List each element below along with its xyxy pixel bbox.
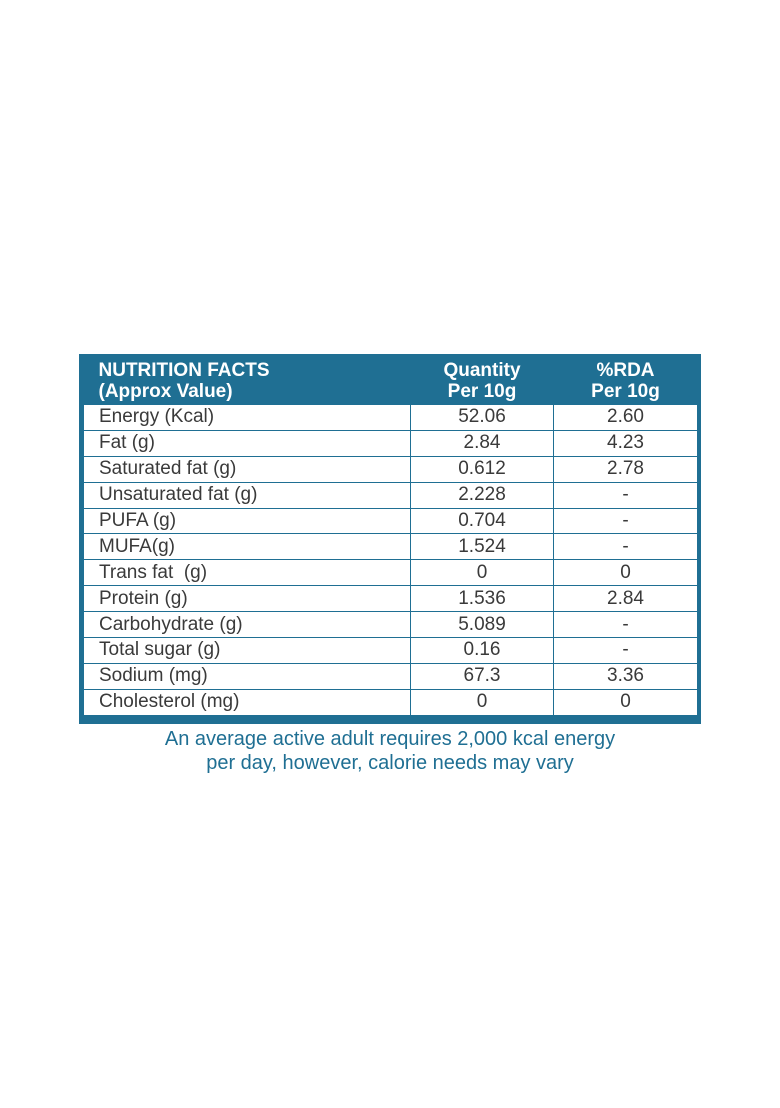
nutrient-name: Fat (g) — [84, 430, 411, 456]
quantity-value: 0.612 — [411, 456, 554, 482]
table-row — [84, 689, 698, 715]
table-row — [84, 430, 698, 456]
quantity-value: 2.228 — [411, 482, 554, 508]
rda-value: - — [554, 482, 698, 508]
table-row — [84, 508, 698, 534]
rda-value: 0 — [554, 689, 698, 715]
rda-value: - — [554, 638, 698, 664]
quantity-value: 0 — [411, 560, 554, 586]
header-rda — [554, 358, 698, 405]
nutrient-name: Total sugar (g) — [84, 638, 411, 664]
nutrition-facts-panel — [79, 354, 701, 724]
quantity-value: 0 — [411, 689, 554, 715]
table-row — [84, 456, 698, 482]
table-row — [84, 482, 698, 508]
nutrient-name: Trans fat (g) — [84, 560, 411, 586]
header-quantity — [411, 358, 554, 405]
nutrient-name: PUFA (g) — [84, 508, 411, 534]
header-rda-line1: %RDA — [596, 360, 655, 381]
header-quantity-line2: Per 10g — [447, 381, 517, 402]
header-nutrition-facts-line1: NUTRITION FACTS — [98, 360, 270, 381]
nutrient-name: Cholesterol (mg) — [84, 689, 411, 715]
quantity-value: 2.84 — [411, 430, 554, 456]
nutrient-name: Energy (Kcal) — [84, 405, 411, 431]
quantity-value: 5.089 — [411, 612, 554, 638]
quantity-value: 0.704 — [411, 508, 554, 534]
quantity-value: 0.16 — [411, 638, 554, 664]
table-row — [84, 405, 698, 431]
table-row — [84, 638, 698, 664]
quantity-value: 1.524 — [411, 534, 554, 560]
rda-value: 2.84 — [554, 586, 698, 612]
rda-value: - — [554, 612, 698, 638]
nutrition-facts-table — [83, 358, 698, 716]
nutrient-name: MUFA(g) — [84, 534, 411, 560]
quantity-value: 52.06 — [411, 405, 554, 431]
nutrient-name: Saturated fat (g) — [84, 456, 411, 482]
quantity-value: 1.536 — [411, 586, 554, 612]
nutrient-name: Unsaturated fat (g) — [84, 482, 411, 508]
rda-value: 0 — [554, 560, 698, 586]
rda-value: 2.60 — [554, 405, 698, 431]
rda-value: - — [554, 534, 698, 560]
nutrient-name: Sodium (mg) — [84, 663, 411, 689]
energy-footnote — [79, 727, 701, 775]
footnote-line1: An average active adult requires 2,000 kcal energy — [164, 728, 616, 750]
table-row — [84, 663, 698, 689]
table-row — [84, 586, 698, 612]
quantity-value: 67.3 — [411, 663, 554, 689]
table-row — [84, 534, 698, 560]
header-quantity-line1: Quantity — [443, 360, 521, 381]
rda-value: 2.78 — [554, 456, 698, 482]
nutrient-name: Protein (g) — [84, 586, 411, 612]
header-nutrition-facts — [84, 358, 411, 405]
rda-value: 4.23 — [554, 430, 698, 456]
rda-value: 3.36 — [554, 663, 698, 689]
table-row — [84, 560, 698, 586]
footnote-line2: per day, however, calorie needs may vary — [206, 752, 574, 774]
rda-value: - — [554, 508, 698, 534]
table-header-row — [84, 358, 698, 405]
header-rda-line2: Per 10g — [591, 381, 660, 402]
table-row — [84, 612, 698, 638]
nutrient-name: Carbohydrate (g) — [84, 612, 411, 638]
header-nutrition-facts-line2: (Approx Value) — [98, 381, 233, 402]
